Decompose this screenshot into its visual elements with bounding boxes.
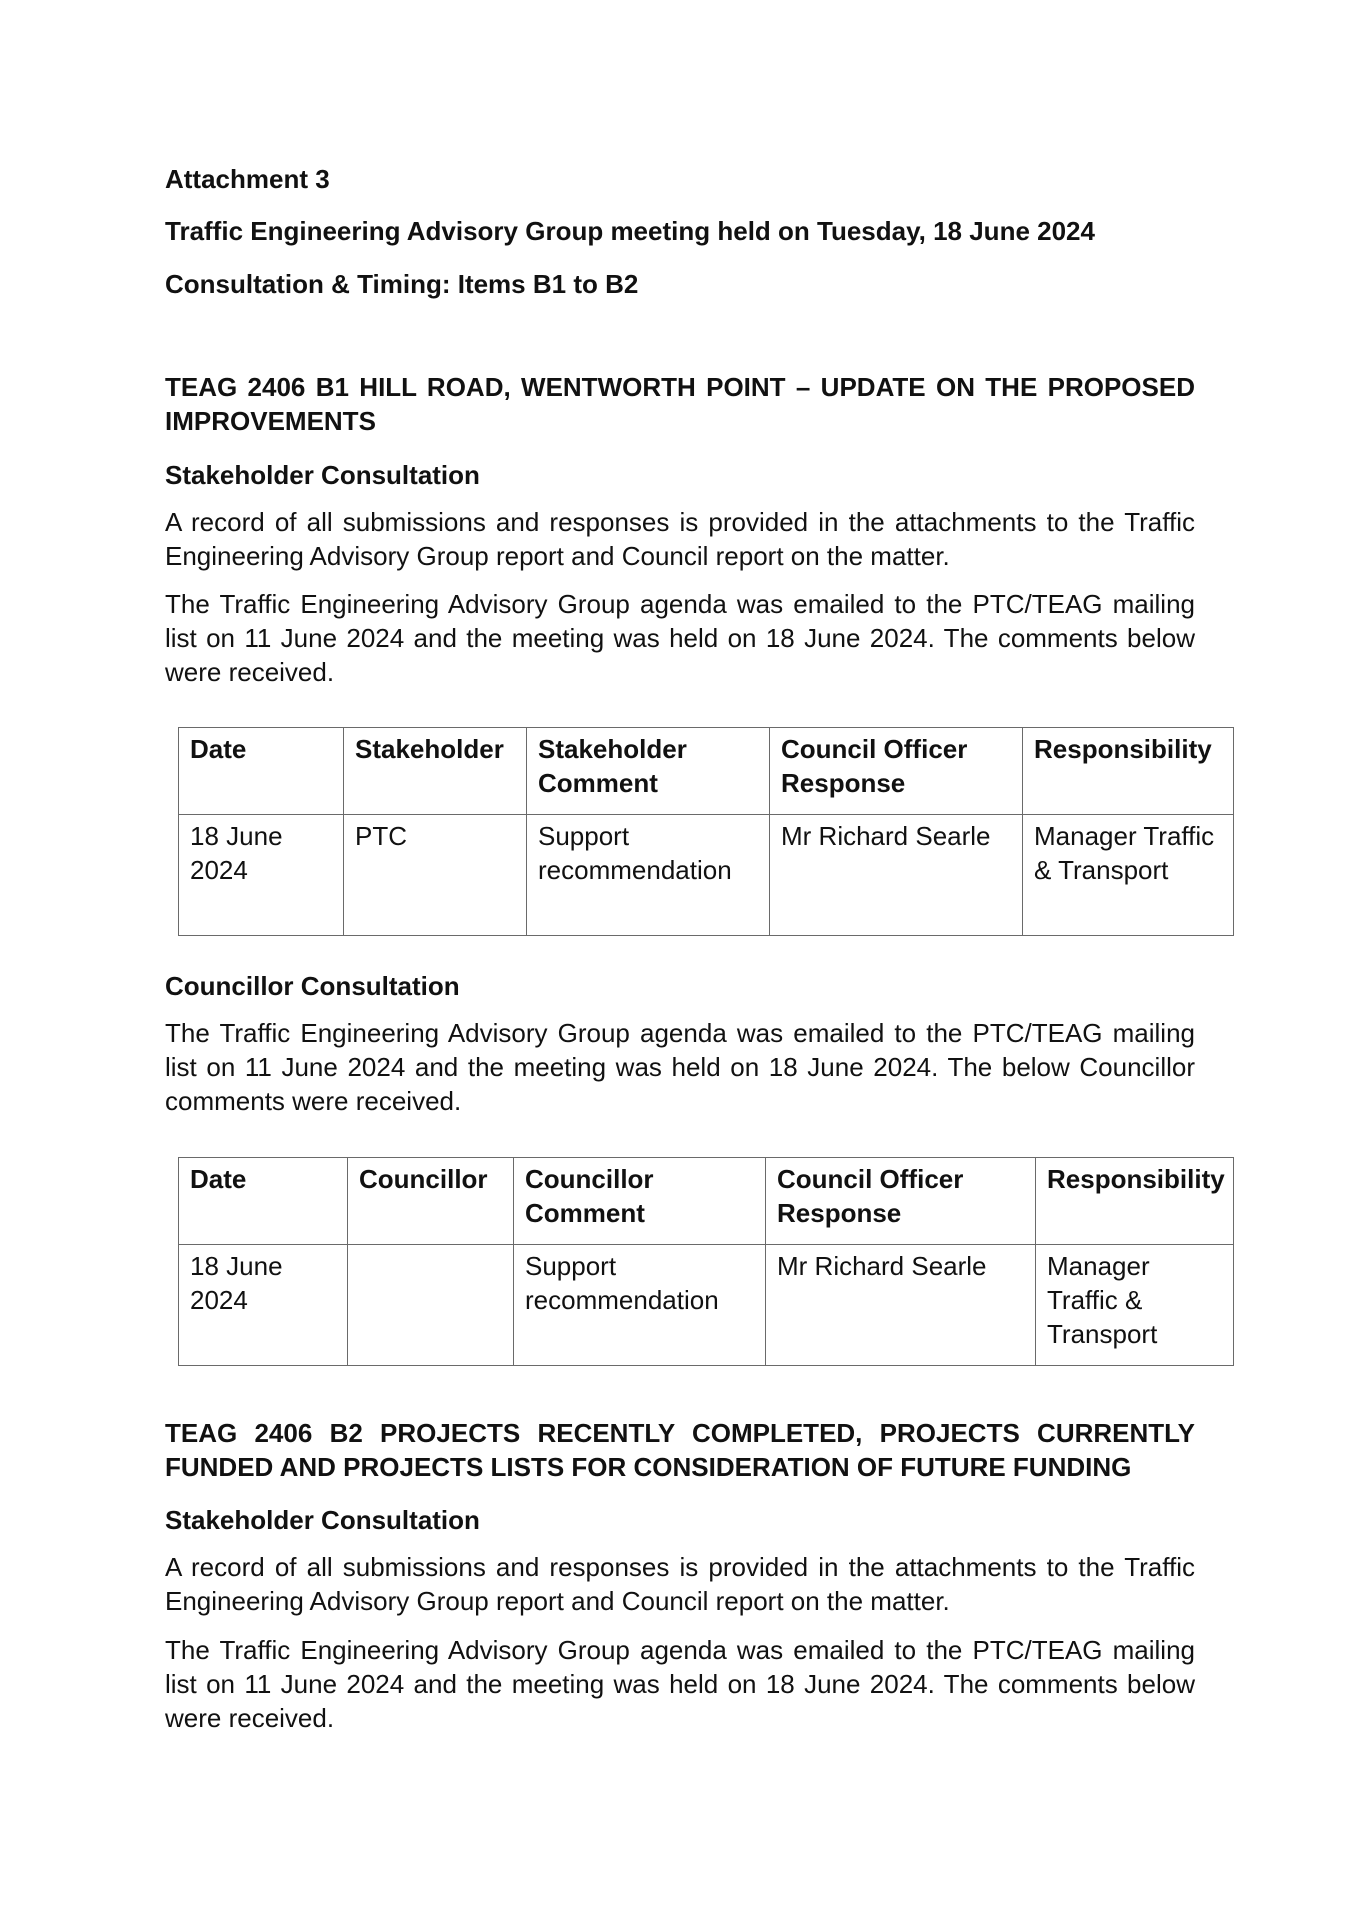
table-header-row bbox=[179, 1158, 1234, 1245]
cell-date: 18 June 2024 bbox=[179, 815, 344, 936]
cell-comment: Support recommendation bbox=[514, 1245, 766, 1366]
col-header-responsibility: Responsibility bbox=[1023, 728, 1234, 815]
cell-responsibility: Manager Traffic & Transport bbox=[1036, 1245, 1234, 1366]
meeting-title: Traffic Engineering Advisory Group meeting held on Tuesday, 18 June 2024 bbox=[165, 216, 1095, 246]
b1-paragraph-2: The Traffic Engineering Advisory Group agenda was emailed to the PTC/TEAG mailing list on 11 June 2024 and the meeting was held on 18 June 2024. The comments below were received. bbox=[165, 589, 1195, 687]
cell-officer-response: Mr Richard Searle bbox=[766, 1245, 1036, 1366]
cell-officer-response: Mr Richard Searle bbox=[770, 815, 1023, 936]
table-row bbox=[179, 815, 1234, 936]
cell-comment: Support recommendation bbox=[527, 815, 770, 936]
col-header-stakeholder: Stakeholder bbox=[344, 728, 527, 815]
b1-councillor-table bbox=[178, 1157, 1234, 1366]
b1-councillor-heading: Councillor Consultation bbox=[165, 971, 460, 1001]
col-header-stakeholder-comment: Stakeholder Comment bbox=[527, 728, 770, 815]
table-header-row bbox=[179, 728, 1234, 815]
table-row bbox=[179, 1245, 1234, 1366]
col-header-councillor: Councillor bbox=[348, 1158, 514, 1245]
col-header-officer-response: Council Officer Response bbox=[766, 1158, 1036, 1245]
col-header-date: Date bbox=[179, 728, 344, 815]
col-header-councillor-comment: Councillor Comment bbox=[514, 1158, 766, 1245]
consultation-timing: Consultation & Timing: Items B1 to B2 bbox=[165, 269, 639, 299]
b1-paragraph-1: A record of all submissions and responses is provided in the attachments to the Traffic Engineering Advisory Group report and Council report on the matter. bbox=[165, 507, 1195, 571]
cell-councillor bbox=[348, 1245, 514, 1366]
b2-section-title: TEAG 2406 B2 PROJECTS RECENTLY COMPLETED, PROJECTS CURRENTLY FUNDED AND PROJECTS LISTS FOR CONSIDERATION OF FUTURE FUNDING bbox=[165, 1418, 1195, 1482]
b1-stakeholder-heading: Stakeholder Consultation bbox=[165, 460, 480, 490]
b2-stakeholder-heading: Stakeholder Consultation bbox=[165, 1505, 480, 1535]
col-header-responsibility: Responsibility bbox=[1036, 1158, 1234, 1245]
b2-paragraph-1: A record of all submissions and responses is provided in the attachments to the Traffic Engineering Advisory Group report and Council report on the matter. bbox=[165, 1552, 1195, 1616]
b1-section-title: TEAG 2406 B1 HILL ROAD, WENTWORTH POINT – UPDATE ON THE PROPOSED IMPROVEMENTS bbox=[165, 372, 1195, 436]
attachment-label: Attachment 3 bbox=[165, 164, 330, 194]
cell-responsibility: Manager Traffic & Transport bbox=[1023, 815, 1234, 936]
b2-paragraph-2: The Traffic Engineering Advisory Group agenda was emailed to the PTC/TEAG mailing list on 11 June 2024 and the meeting was held on 18 June 2024. The comments below were received. bbox=[165, 1635, 1195, 1733]
b1-stakeholder-table bbox=[178, 727, 1234, 936]
b1-paragraph-3: The Traffic Engineering Advisory Group agenda was emailed to the PTC/TEAG mailing list on 11 June 2024 and the meeting was held on 18 June 2024. The below Councillor comments were received. bbox=[165, 1018, 1195, 1116]
cell-stakeholder: PTC bbox=[344, 815, 527, 936]
col-header-date: Date bbox=[179, 1158, 348, 1245]
cell-date: 18 June 2024 bbox=[179, 1245, 348, 1366]
col-header-officer-response: Council Officer Response bbox=[770, 728, 1023, 815]
